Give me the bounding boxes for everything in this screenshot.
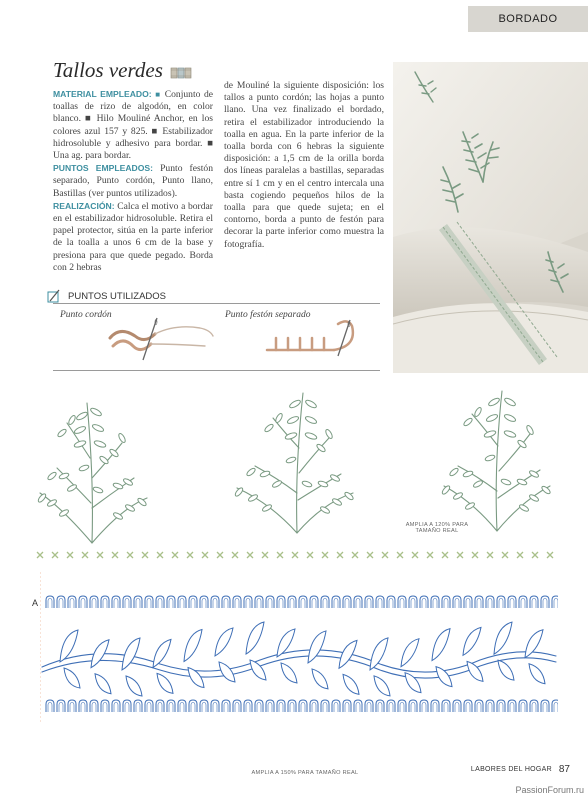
scallop-mark [68,700,76,712]
scallop-mark [90,700,98,712]
instructions-column-1: MATERIAL EMPLEADO: ■ Conjunto de toallas de rizo de algodón, en color blanco. ■ Hilo Mouliné Anchor, en los colores azul 157 y 825. ■ Estabilizador hidrosoluble y adhesivo para bordar. ■ Una ag. para bordar. PUNTOS EMPLEADOS: Punto festón separado, Punto cordón, Punto llano, Bastillas (ver puntos utilizados). REALIZACIÓN: Calca el motivo a bordar en el estabilizador hidrosoluble. Retira el papel protector, sitúa en la parte inferior de la toalla a unos 6 cm de la base y presiona para que quede pegado. Borda con 2 hebras [53,89,214,273]
border-leaf-lower [529,664,545,684]
material-label: MATERIAL EMPLEADO: [53,89,152,99]
scallop-mark [233,596,241,608]
scallop-mark [156,596,164,608]
scallop-mark [277,596,285,608]
puntos-label: PUNTOS EMPLEADOS: [53,163,154,174]
scallop-inner-mark [48,599,52,609]
scallop-inner-mark [488,703,492,713]
border-leaf-lower [467,661,483,681]
scallop-inner-mark [422,703,426,713]
scallop-inner-mark [510,703,514,713]
border-leaf-upper [401,639,419,667]
border-leaf-upper [432,629,450,661]
scallop-inner-mark [103,599,107,609]
scallop-inner-mark [114,599,118,609]
scallop-mark [387,596,395,608]
scallop-mark [431,596,439,608]
scallop-inner-mark [433,703,437,713]
scallop-mark [453,700,461,712]
scallop-inner-mark [114,703,118,713]
scallop-inner-mark [554,599,558,609]
scallop-mark [343,596,351,608]
feston-stitch-illustration [262,316,372,371]
footer-magazine: LABORES DEL HOGAR [470,766,552,773]
scallop-mark [299,596,307,608]
scallop-mark [332,596,340,608]
scallop-inner-mark [180,599,184,609]
scallop-mark [464,596,472,608]
realizacion-label: REALIZACIÓN: [53,200,115,211]
scallop-inner-mark [268,599,272,609]
footer-site: PassionForum.ru [515,785,584,795]
border-leaf-lower [95,674,111,694]
border-leaf-lower [374,676,390,696]
scallop-mark [321,596,329,608]
scallop-mark [244,700,252,712]
section-tag [468,6,588,32]
scallop-mark [222,700,230,712]
scallop-mark [387,700,395,712]
scallop-mark [167,700,175,712]
scallop-inner-mark [554,703,558,713]
scallop-inner-mark [400,703,404,713]
scallop-mark [365,700,373,712]
scallop-mark [244,596,252,608]
scallop-mark [398,700,406,712]
scallop-inner-mark [59,599,63,609]
scallop-inner-mark [70,599,74,609]
scallop-inner-mark [499,599,503,609]
scallop-mark [508,596,516,608]
scallop-inner-mark [158,703,162,713]
scallop-mark [486,700,494,712]
border-leaf-lower [281,663,297,683]
page-title: Tallos verdes [53,58,163,82]
border-leaf-upper [308,631,326,663]
scallop-mark [376,596,384,608]
scallop-inner-mark [158,599,162,609]
scallop-inner-mark [301,703,305,713]
stitch-label-cordon: Punto cordón [60,310,112,320]
scallop-mark [277,700,285,712]
scallop-mark [442,700,450,712]
scallop-mark [541,596,549,608]
scallop-inner-mark [356,703,360,713]
scallop-inner-mark [48,703,52,713]
scallop-mark [178,700,186,712]
scallop-mark [211,700,219,712]
scallop-inner-mark [147,599,151,609]
scallop-inner-mark [367,599,371,609]
scallop-inner-mark [180,703,184,713]
scallop-inner-mark [224,703,228,713]
scallop-inner-mark [532,599,536,609]
scallop-mark [79,700,87,712]
scallop-inner-mark [279,703,283,713]
scallop-mark [398,596,406,608]
scallop-mark [552,596,558,608]
scallop-inner-mark [411,599,415,609]
scallop-mark [497,700,505,712]
border-leaf-lower [250,660,266,680]
scallop-inner-mark [147,703,151,713]
scallop-mark [376,700,384,712]
scallop-inner-mark [257,599,261,609]
scallop-mark [530,700,538,712]
scallop-inner-mark [455,599,459,609]
border-leaf-lower [126,676,142,696]
scallop-mark [486,596,494,608]
scallop-inner-mark [323,599,327,609]
scallop-inner-mark [532,703,536,713]
scallop-mark [431,700,439,712]
border-leaf-lower [312,669,328,689]
scallop-inner-mark [136,599,140,609]
scallop-mark [90,596,98,608]
scallop-mark [409,596,417,608]
scallop-inner-mark [323,703,327,713]
border-pattern [40,572,558,727]
border-leaf-upper [463,627,481,655]
scallop-inner-mark [356,599,360,609]
scallop-inner-mark [466,599,470,609]
scallop-inner-mark [103,703,107,713]
scallop-mark [145,596,153,608]
realizacion-text: Calca el motivo a bordar en el estabilizador hidrosoluble. Retira el papel protector, sitúa en la parte inferior de la toalla a unos 6 cm de la base y presiona para que quede pegado. Borda con 2 hebras [53,200,213,273]
enlarge-note-motifs: AMPLIA A 120% PARA TAMAÑO REAL [405,522,469,534]
cordon-stitch-illustration [105,316,215,371]
scallop-mark [266,700,274,712]
material-text: Conjunto de toallas de rizo de algodón, en color blanco. ■ Hilo Mouliné Anchor, en los colores azul 157 y 825. ■ Estabilizador hidrosoluble y adhesivo para bordar. ■ Una ag. para bordar. [53,89,214,162]
scallop-mark [321,700,329,712]
scallop-inner-mark [521,703,525,713]
scallop-inner-mark [213,703,217,713]
scallop-mark [178,596,186,608]
scallop-mark [541,700,549,712]
scallop-inner-mark [422,599,426,609]
scallop-inner-mark [257,703,261,713]
scallop-inner-mark [389,599,393,609]
scallop-inner-mark [411,703,415,713]
stitch-guide-title: PUNTOS UTILIZADOS [64,291,170,302]
scallop-mark [156,700,164,712]
scallop-mark [145,700,153,712]
scallop-inner-mark [92,599,96,609]
scallop-inner-mark [191,703,195,713]
scallop-mark [167,596,175,608]
page-number: 87 [558,764,570,775]
border-leaf-lower [498,660,514,680]
fern-motif-right [432,386,562,541]
scallop-mark [79,596,87,608]
scallop-mark [112,700,120,712]
scallop-inner-mark [235,599,239,609]
puntos-text: Punto festón separado, Punto cordón, Punto llano, Bastillas (ver puntos utilizados). [53,163,213,199]
scallop-mark [453,596,461,608]
scallop-inner-mark [444,599,448,609]
scallop-inner-mark [345,703,349,713]
border-leaf-upper [339,640,357,668]
scallop-mark [552,700,558,712]
scallop-mark [409,700,417,712]
fern-motif-left [22,398,162,553]
stitch-label-feston: Punto festón separado [225,310,311,320]
scallop-mark [519,596,527,608]
scallop-mark [310,700,318,712]
scallop-mark [354,700,362,712]
scallop-mark [200,700,208,712]
scallop-inner-mark [312,599,316,609]
scallop-inner-mark [125,599,129,609]
border-leaf-upper [370,638,388,670]
border-leaf-upper [525,630,543,658]
scallop-inner-mark [378,599,382,609]
scallop-inner-mark [279,599,283,609]
border-leaf-upper [122,638,140,670]
scallop-mark [57,700,65,712]
scallop-inner-mark [378,703,382,713]
scallop-inner-mark [70,703,74,713]
scallop-mark [189,700,197,712]
scallop-mark [101,700,109,712]
scallop-inner-mark [81,703,85,713]
scallop-inner-mark [312,703,316,713]
scallop-mark [475,596,483,608]
scallop-inner-mark [81,599,85,609]
scallop-inner-mark [367,703,371,713]
scallop-inner-mark [400,599,404,609]
scallop-mark [508,700,516,712]
scallop-inner-mark [543,599,547,609]
scallop-mark [365,596,373,608]
border-leaf-upper [60,630,78,662]
scallop-mark [442,596,450,608]
scallop-mark [299,700,307,712]
scallop-mark [354,596,362,608]
scallop-inner-mark [246,599,250,609]
border-leaf-upper [246,622,264,654]
scallop-inner-mark [477,703,481,713]
border-leaf-upper [494,622,512,654]
scallop-inner-mark [543,703,547,713]
scallop-inner-mark [224,599,228,609]
scallop-mark [211,596,219,608]
scallop-mark [46,700,54,712]
scallop-inner-mark [92,703,96,713]
thread-spools-icon [170,66,192,84]
scallop-inner-mark [290,703,294,713]
scallop-mark [200,596,208,608]
border-leaf-lower [343,674,359,694]
scallop-inner-mark [125,703,129,713]
scallop-mark [266,596,274,608]
scallop-mark [343,700,351,712]
section-tag-label: BORDADO [498,13,558,25]
scallop-mark [255,700,263,712]
enlarge-note-border: AMPLIA A 150% PARA TAMAÑO REAL [251,770,359,776]
border-leaf-upper [215,628,233,656]
scallop-inner-mark [334,599,338,609]
scallop-inner-mark [213,599,217,609]
fern-motif-center [225,388,365,543]
cross-stitch-row [30,548,560,567]
needle-icon [47,289,61,308]
scallop-mark [123,700,131,712]
scallop-inner-mark [477,599,481,609]
scallop-inner-mark [202,703,206,713]
border-leaf-upper [153,639,171,667]
scallop-mark [68,596,76,608]
scallop-mark [101,596,109,608]
scallop-inner-mark [488,599,492,609]
scallop-mark [497,596,505,608]
scallop-inner-mark [521,599,525,609]
border-leaf-lower [157,673,173,693]
scallop-inner-mark [136,703,140,713]
scallop-inner-mark [466,703,470,713]
scallop-mark [123,596,131,608]
scallop-mark [255,596,263,608]
scallop-mark [46,596,54,608]
scallop-inner-mark [510,599,514,609]
scallop-inner-mark [246,703,250,713]
scallop-inner-mark [334,703,338,713]
border-leaf-lower [405,673,421,693]
scallop-inner-mark [455,703,459,713]
scallop-mark [288,596,296,608]
scallop-mark [233,700,241,712]
border-leaf-upper [184,630,202,662]
scallop-inner-mark [389,703,393,713]
scallop-inner-mark [169,599,173,609]
scallop-mark [420,596,428,608]
scallop-inner-mark [301,599,305,609]
towel-photo [393,62,588,373]
scallop-inner-mark [59,703,63,713]
scallop-inner-mark [345,599,349,609]
pattern-marker: A [32,598,39,608]
scallop-inner-mark [444,703,448,713]
scallop-mark [519,700,527,712]
instructions-column-2: de Mouliné la siguiente disposición: los tallos a punto cordón; las hojas a punto llano. Una vez finalizado el bordado, retira el estabilizador introduciendo la toalla en agua. En la parte inferior de la toalla borda con 6 hebras la siguiente disposición: a 1,5 cm de la orilla borda dos líneas paralelas a bastillas, separadas entre sí 1 cm y en el centro intercala una basta cogiendo pequeños hilos de la toalla para que quede sujeta; en el contorno, borda a punto de festón para decorar la parte inferior como muestra la fotografía. [224,80,384,250]
scallop-mark [57,596,65,608]
scallop-inner-mark [290,599,294,609]
scallop-inner-mark [202,599,206,609]
scallop-mark [134,700,142,712]
scallop-mark [134,596,142,608]
scallop-mark [288,700,296,712]
scallop-inner-mark [191,599,195,609]
scallop-mark [475,700,483,712]
scallop-inner-mark [169,703,173,713]
scallop-mark [222,596,230,608]
scallop-inner-mark [433,599,437,609]
scallop-mark [420,700,428,712]
scallop-inner-mark [499,703,503,713]
scallop-mark [189,596,197,608]
scallop-inner-mark [268,703,272,713]
scallop-mark [332,700,340,712]
scallop-mark [310,596,318,608]
scallop-inner-mark [235,703,239,713]
border-leaf-lower [64,668,80,688]
scallop-mark [530,596,538,608]
scallop-mark [464,700,472,712]
border-leaf-lower [219,662,235,682]
scallop-mark [112,596,120,608]
